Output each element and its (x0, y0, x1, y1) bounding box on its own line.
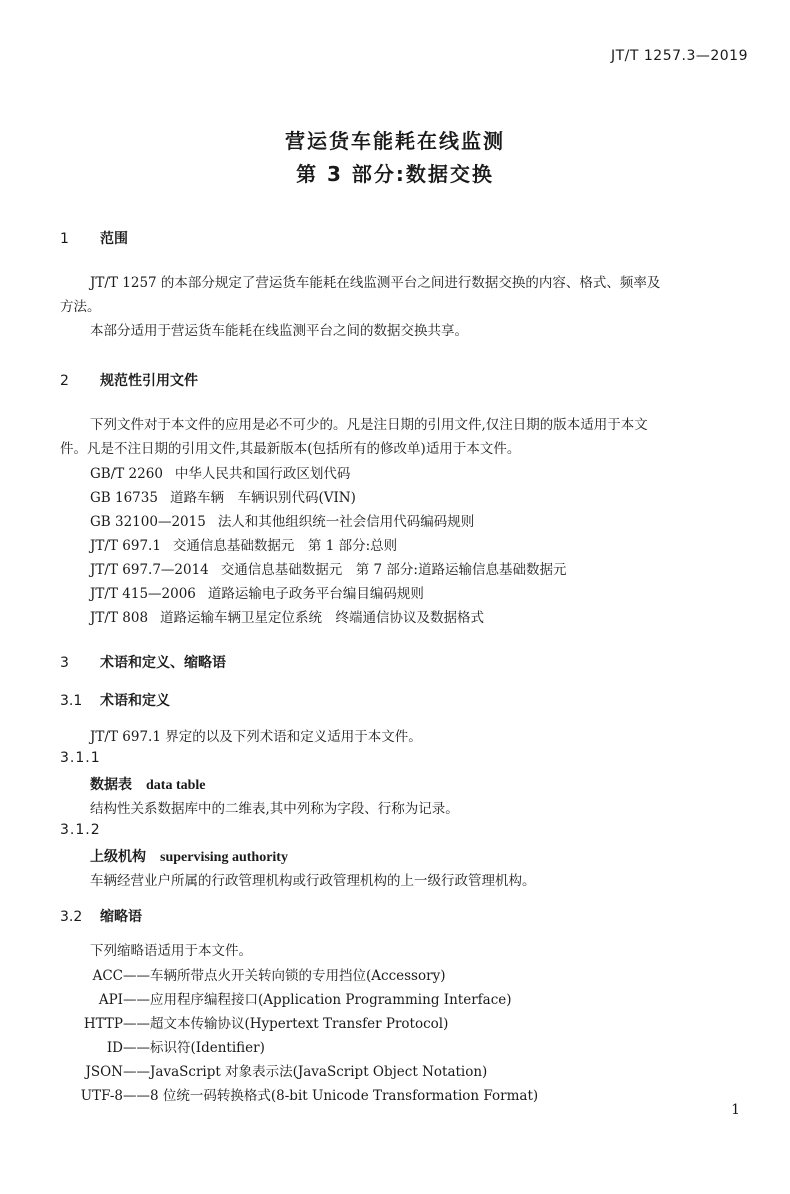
reference-code: GB 16735 (90, 490, 158, 506)
term-cn: 数据表 (90, 777, 132, 793)
term-definition: 结构性关系数据库中的二维表,其中列称为字段、行称为记录。 (90, 801, 459, 817)
abbreviation-item (48, 1036, 265, 1056)
section-number: 2 (60, 373, 69, 389)
abbreviation-text: ——超文本传输协议(Hypertext Transfer Protocol) (123, 1016, 449, 1032)
section-title: 范围 (100, 231, 128, 247)
section-1-heading (60, 228, 128, 248)
reference-item (90, 558, 567, 578)
reference-name: 中华人民共和国行政区划代码 (174, 466, 351, 482)
abbreviation-text: ——8 位统一码转换格式(8-bit Unicode Transformation Format) (123, 1088, 539, 1104)
term-definition: 车辆经营业户所属的行政管理机构或行政管理机构的上一级行政管理机构。 (90, 873, 536, 889)
reference-code: GB 32100—2015 (90, 514, 206, 530)
abbreviation-item (48, 988, 512, 1008)
reference-code: GB/T 2260 (90, 466, 163, 482)
abbreviation-item (48, 964, 445, 984)
reference-name: 道路运输电子政务平台编目编码规则 (207, 586, 424, 602)
abbreviation-text: ——车辆所带点火开关转向锁的专用挡位(Accessory) (123, 968, 446, 984)
abbreviation-text: ——标识符(Identifier) (123, 1040, 265, 1056)
reference-code: JT/T 415—2006 (90, 586, 196, 602)
abbreviation-item (48, 1084, 538, 1104)
term-number: 3.1.2 (60, 822, 101, 838)
section-3-2-para: 下列缩略语适用于本文件。 (90, 943, 252, 959)
reference-code: JT/T 808 (90, 610, 149, 626)
section-number: 1 (60, 231, 69, 247)
abbreviation-key: HTTP (83, 1016, 123, 1032)
section-title: 规范性引用文件 (100, 373, 198, 389)
term-number: 3.1.1 (60, 750, 101, 766)
section-2-para-line1: 下列文件对于本文件的应用是必不可少的。凡是注日期的引用文件,仅注日期的版本适用于本文 (90, 417, 648, 433)
section-number: 3.2 (60, 909, 83, 925)
reference-item (90, 582, 424, 602)
section-1-para2: 本部分适用于营运货车能耗在线监测平台之间的数据交换共享。 (90, 323, 468, 339)
section-3-heading (60, 652, 226, 672)
abbreviation-key: JSON (85, 1064, 123, 1080)
section-title: 术语和定义、缩略语 (100, 655, 226, 671)
reference-name: 法人和其他组织统一社会信用代码编码规则 (217, 514, 475, 530)
term-heading (90, 846, 288, 866)
document-title: 营运货车能耗在线监测 (285, 129, 505, 153)
reference-name: 道路车辆 车辆识别代码(VIN) (169, 490, 356, 506)
section-2-para-line2: 件。凡是不注日期的引用文件,其最新版本(包括所有的修改单)适用于本文件。 (60, 441, 521, 457)
standard-number: JT/T 1257.3—2019 (610, 48, 748, 64)
reference-item (90, 462, 350, 482)
section-3-1-para: JT/T 697.1 界定的以及下列术语和定义适用于本文件。 (90, 729, 422, 745)
abbreviation-item (48, 1060, 487, 1080)
abbreviation-item (48, 1012, 448, 1032)
reference-item (90, 486, 356, 506)
reference-name: 交通信息基础数据元 第 1 部分:总则 (172, 538, 398, 554)
abbreviation-text: ——JavaScript 对象表示法(JavaScript Object Notation) (123, 1064, 488, 1080)
section-title: 缩略语 (100, 909, 142, 925)
document-subtitle: 第 3 部分:数据交换 (296, 162, 494, 186)
section-3-1-heading (60, 690, 170, 710)
section-1-para1-line2: 方法。 (60, 299, 101, 315)
reference-code: JT/T 697.1 (90, 538, 161, 554)
reference-name: 道路运输车辆卫星定位系统 终端通信协议及数据格式 (160, 610, 485, 626)
section-number: 3.1 (60, 693, 83, 709)
reference-item (90, 534, 397, 554)
reference-code: JT/T 697.7—2014 (90, 562, 209, 578)
term-en: data table (146, 778, 206, 793)
abbreviation-key: UTF-8 (80, 1088, 123, 1104)
page-number: 1 (731, 1102, 740, 1118)
abbreviation-text: ——应用程序编程接口(Application Programming Interface) (123, 992, 512, 1008)
reference-name: 交通信息基础数据元 第 7 部分:道路运输信息基础数据元 (220, 562, 567, 578)
term-en: supervising authority (160, 850, 288, 865)
term-cn: 上级机构 (90, 849, 146, 865)
abbreviation-key: ID (106, 1040, 123, 1056)
reference-item (90, 606, 484, 626)
section-number: 3 (60, 655, 69, 671)
abbreviation-key: API (98, 992, 123, 1008)
reference-item (90, 510, 474, 530)
term-heading (90, 774, 206, 794)
section-title: 术语和定义 (100, 693, 170, 709)
abbreviation-key: ACC (92, 968, 123, 984)
section-3-2-heading (60, 906, 142, 926)
section-2-heading (60, 370, 198, 390)
section-1-para1-line1: JT/T 1257 的本部分规定了营运货车能耗在线监测平台之间进行数据交换的内容、格式、频率及 (90, 275, 661, 291)
